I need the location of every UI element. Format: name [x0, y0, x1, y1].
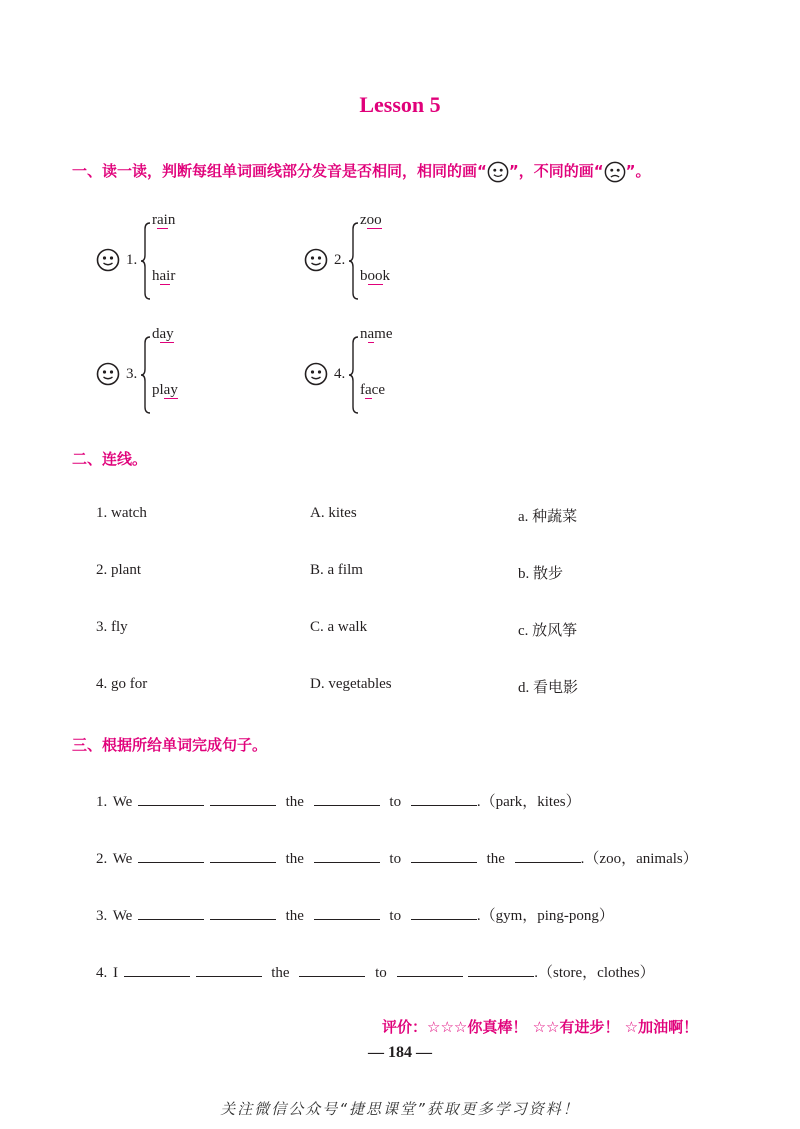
answer-blank[interactable] [124, 961, 190, 977]
sad-face-icon [604, 161, 626, 183]
neutral-face-icon[interactable] [304, 248, 328, 272]
answer-blank[interactable] [314, 847, 380, 863]
section1-heading-part-a: 一、读一读，判断每组单词画线部分发音是否相同，相同的画“ [72, 162, 487, 180]
smile-face-icon [487, 161, 509, 183]
answer-blank[interactable] [314, 790, 380, 806]
match-right-item[interactable]: c. 放风筝 [518, 623, 578, 639]
match-right-item[interactable]: b. 散步 [518, 566, 564, 582]
word-1: rain [152, 212, 176, 228]
answer-blank[interactable] [397, 961, 463, 977]
neutral-face-icon[interactable] [304, 362, 328, 386]
item-number: 4. [334, 366, 346, 382]
item-number: 3. [126, 366, 138, 382]
item-number: 1. [126, 252, 138, 268]
word-2: face [360, 382, 385, 398]
word-1: zoo [360, 212, 382, 228]
sentence-1: 1. We the to .（park，kites） [96, 790, 581, 811]
match-middle-item[interactable]: D. vegetables [310, 676, 392, 692]
word-2: hair [152, 268, 176, 284]
answer-blank[interactable] [210, 904, 276, 920]
match-middle-item[interactable]: A. kites [310, 505, 357, 521]
word-2: book [360, 268, 390, 284]
neutral-face-icon[interactable] [96, 362, 120, 386]
brace-icon [348, 335, 360, 415]
neutral-face-icon[interactable] [96, 248, 120, 272]
answer-blank[interactable] [468, 961, 534, 977]
match-right-item[interactable]: d. 看电影 [518, 680, 579, 696]
section1-heading-part-c: ”。 [625, 162, 651, 180]
item-number: 2. [334, 252, 346, 268]
match-right-item[interactable]: a. 种蔬菜 [518, 509, 578, 525]
answer-blank[interactable] [138, 790, 204, 806]
answer-blank[interactable] [411, 847, 477, 863]
word-2: play [152, 382, 178, 398]
page-title: Lesson 5 [359, 92, 441, 117]
word-1: day [152, 326, 174, 342]
match-middle-item[interactable]: B. a film [310, 562, 363, 578]
brace-icon [140, 221, 152, 301]
match-left-item[interactable]: 1. watch [96, 505, 147, 521]
match-left-item[interactable]: 4. go for [96, 676, 148, 692]
sentence-4: 4. I the to .（store，clothes） [96, 961, 655, 982]
answer-blank[interactable] [138, 847, 204, 863]
answer-blank[interactable] [210, 790, 276, 806]
section3-heading: 三、根据所给单词完成句子。 [72, 736, 268, 754]
sentence-2: 2. We the to the .（zoo，animals） [96, 847, 698, 868]
footer-note: 关注微信公众号“捷思课堂”获取更多学习资料！ [220, 1100, 580, 1118]
page-number: — 184 — [368, 1044, 432, 1061]
match-left-item[interactable]: 2. plant [96, 562, 141, 578]
answer-blank[interactable] [299, 961, 365, 977]
section2-heading: 二、连线。 [72, 450, 148, 468]
answer-blank[interactable] [196, 961, 262, 977]
match-middle-item[interactable]: C. a walk [310, 619, 368, 635]
brace-icon [140, 335, 152, 415]
answer-blank[interactable] [411, 790, 477, 806]
answer-blank[interactable] [314, 904, 380, 920]
answer-blank[interactable] [515, 847, 581, 863]
sentence-3: 3. We the to .（gym，ping-pong） [96, 904, 614, 925]
evaluation-stars: 评价：☆☆☆你真棒！ ☆☆有进步！ ☆加油啊！ [382, 1018, 699, 1036]
answer-blank[interactable] [138, 904, 204, 920]
match-left-item[interactable]: 3. fly [96, 619, 128, 635]
section1-heading-part-b: ”，不同的画“ [508, 162, 604, 180]
word-1: name [360, 326, 393, 342]
answer-blank[interactable] [210, 847, 276, 863]
answer-blank[interactable] [411, 904, 477, 920]
section1-heading [72, 160, 650, 183]
brace-icon [348, 221, 360, 301]
